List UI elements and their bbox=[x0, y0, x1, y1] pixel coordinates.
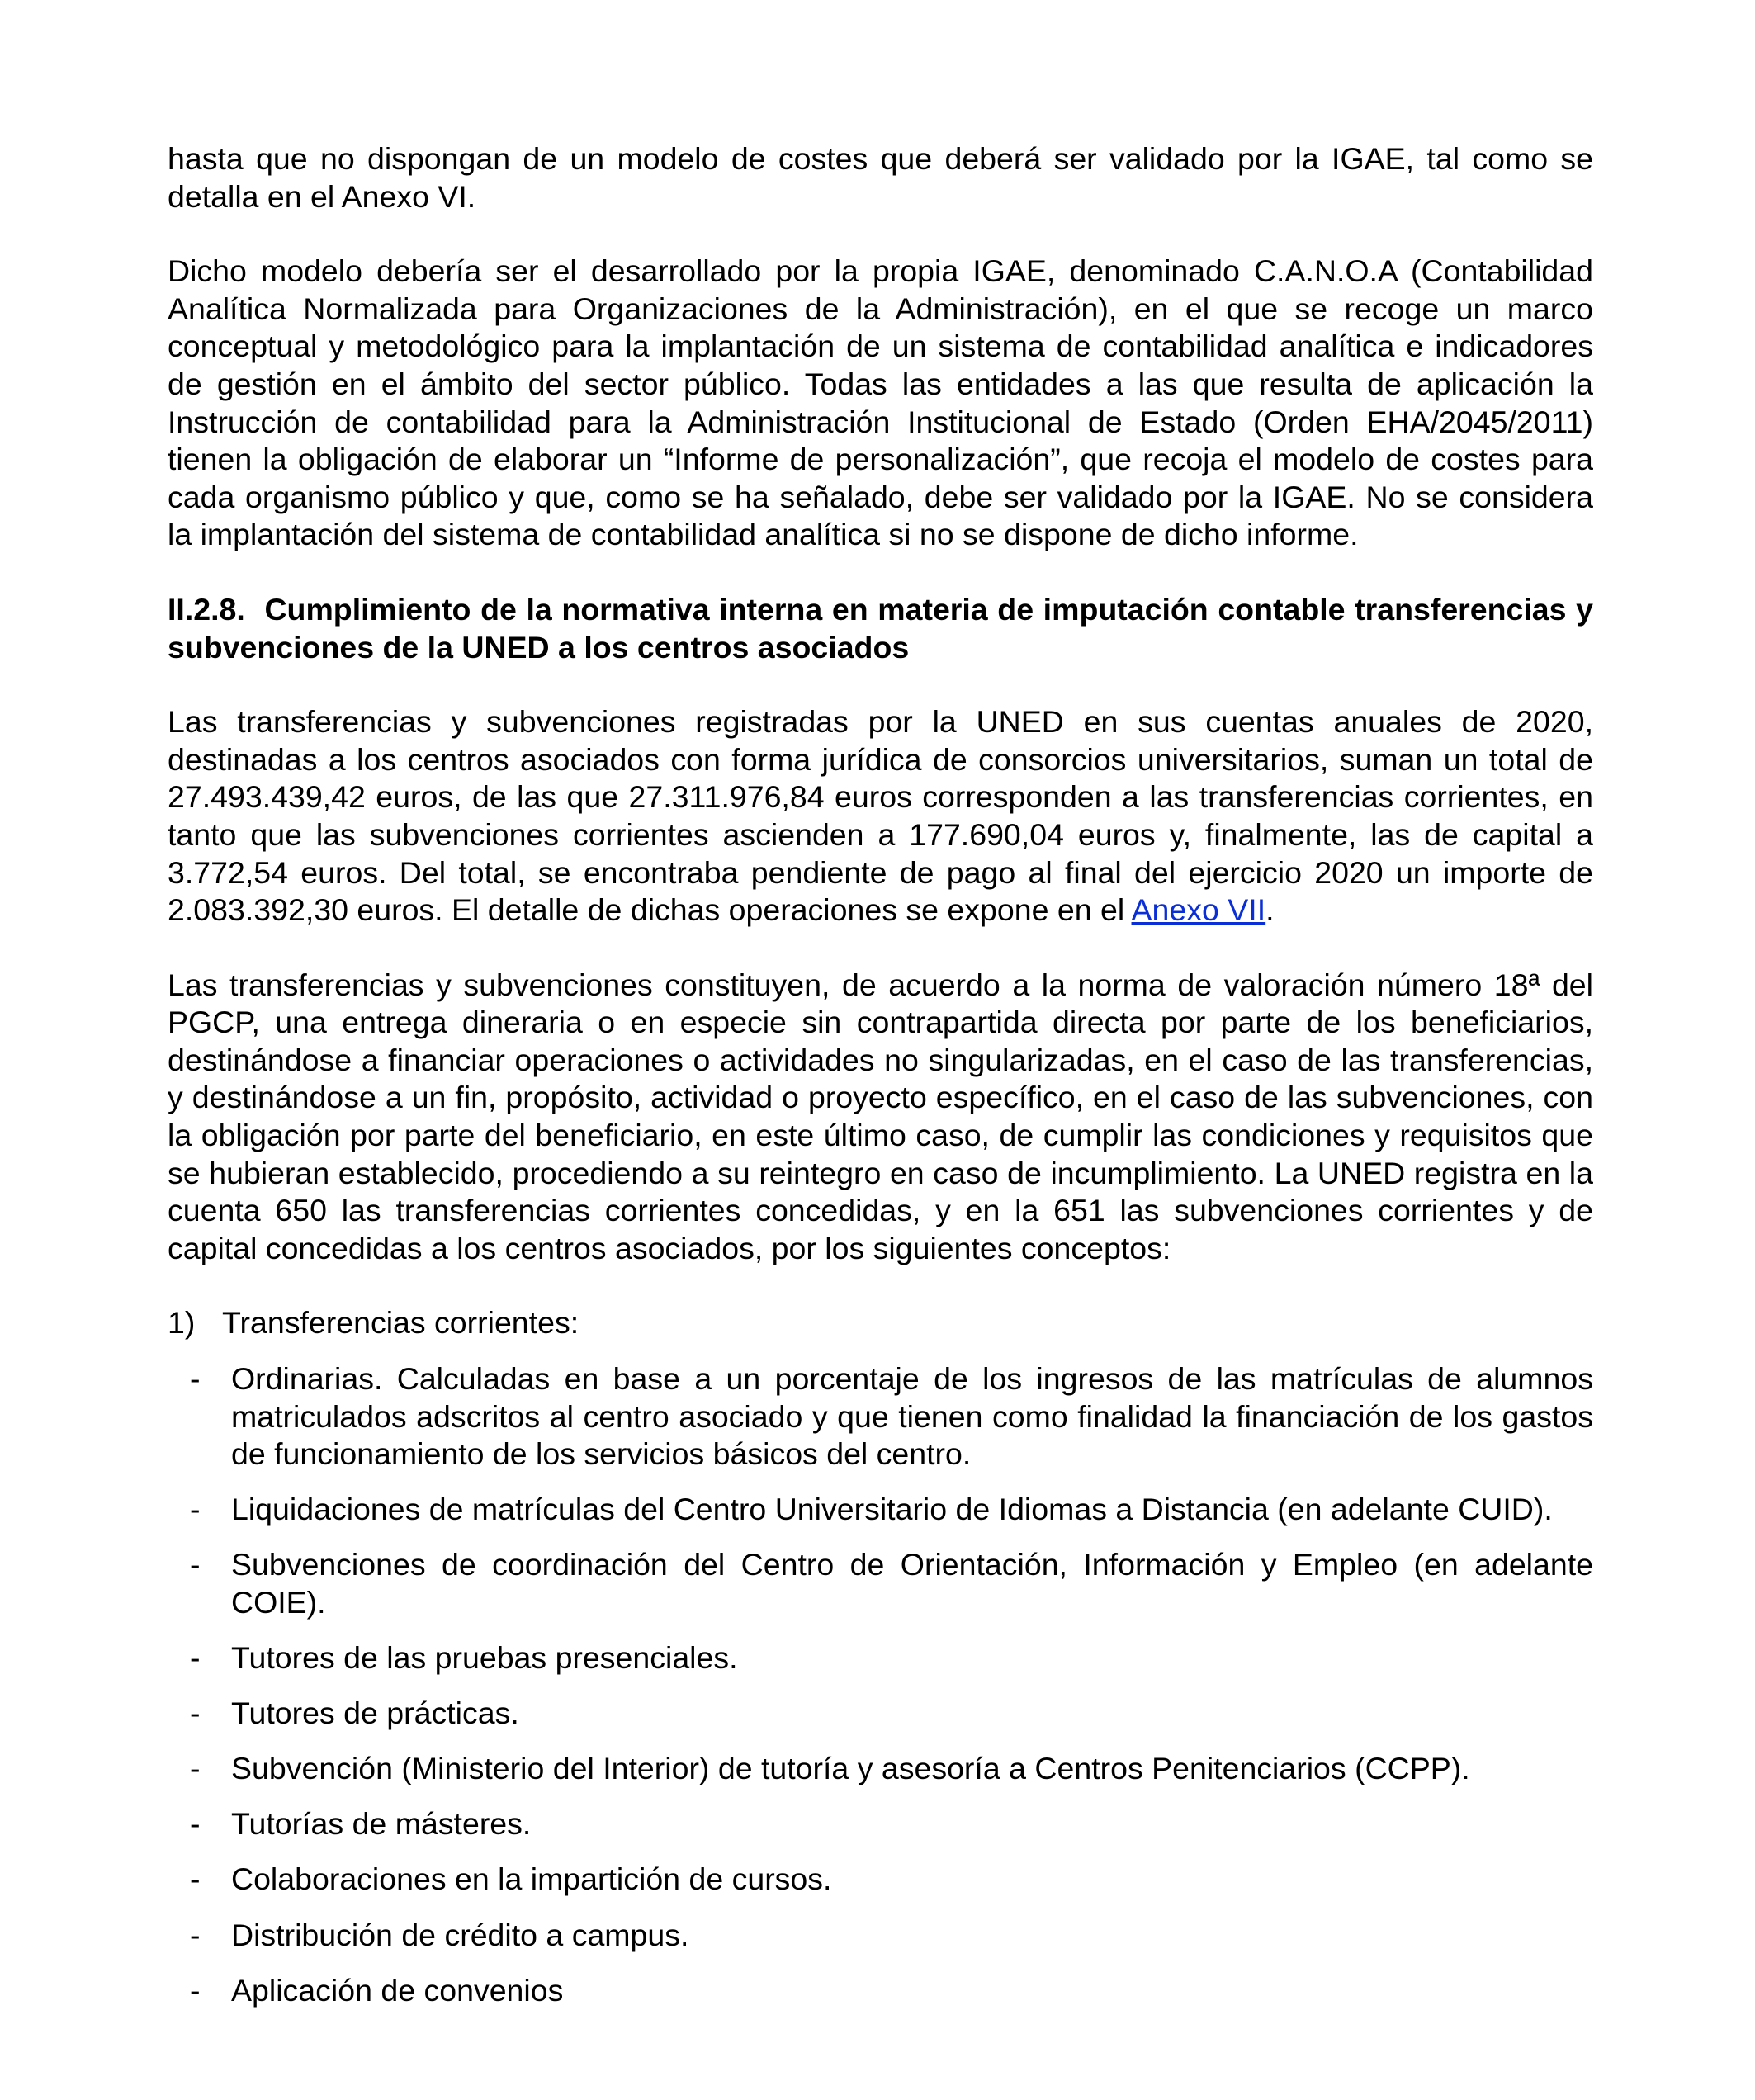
list-item-text: Colaboraciones en la impartición de cursos. bbox=[231, 1861, 832, 1897]
list-item bbox=[168, 1805, 1593, 1843]
list-item-text: Aplicación de convenios bbox=[231, 1972, 564, 2008]
list-item bbox=[168, 1360, 1593, 1473]
list-item bbox=[168, 1639, 1593, 1677]
list-heading bbox=[168, 1304, 1593, 1342]
list-item-text: Tutorías de másteres. bbox=[231, 1806, 532, 1842]
dash-bullet: - bbox=[190, 1861, 201, 1897]
list-item bbox=[168, 1750, 1593, 1788]
list-item bbox=[168, 1491, 1593, 1529]
list-item-text: Subvenciones de coordinación del Centro de Orientación, Información y Empleo (en adelante COIE). bbox=[231, 1547, 1593, 1620]
list-item bbox=[168, 1861, 1593, 1899]
list-title: Transferencias corrientes: bbox=[222, 1305, 579, 1341]
dash-bullet: - bbox=[190, 1492, 201, 1527]
list-item bbox=[168, 1546, 1593, 1621]
concept-list bbox=[168, 1360, 1593, 2009]
list-item bbox=[168, 1972, 1593, 2010]
dash-bullet: - bbox=[190, 1806, 201, 1842]
paragraph-text: Las transferencias y subvenciones registradas por la UNED en sus cuentas anuales de 2020, destinadas a los centros asociados con forma jurídica de consorcios universitarios, suman un total de 27.493.439,42 euros, de las que 27.311.976,84 euros corresponden a las transferencias corrientes, en tanto que las subvenciones corrientes ascienden a 177.690,04 euros y, finalmente, las de capital a 3.772,54 euros. Del total, se encontraba pendiente de pago al final del ejercicio 2020 un importe de 2.083.392,30 euros. El detalle de dichas operaciones se expone en el bbox=[168, 704, 1593, 928]
paragraph-canoa: Dicho modelo debería ser el desarrollado por la propia IGAE, denominado C.A.N.O.A (Contabilidad Analítica Normalizada para Organizaciones de la Administración), en el que se recoge un marco conceptual y metodológico para la implantación de un sistema de contabilidad analítica e indicadores de gestión en el ámbito del sector público. Todas las entidades a las que resulta de aplicación la Instrucción de contabilidad para la Administración Institucional de Estado (Orden EHA/2045/2011) tienen la obligación de elaborar un “Informe de personalización”, que recoja el modelo de costes para cada organismo público y que, como se ha señalado, debe ser validado por la IGAE. No se considera la implantación del sistema de contabilidad analítica si no se dispone de dicho informe. bbox=[168, 253, 1593, 552]
list-item-text: Ordinarias. Calculadas en base a un porcentaje de los ingresos de las matrículas de alumnos matriculados adscritos al centro asociado y que tienen como finalidad la financiación de los gastos de funcionamiento de los servicios básicos del centro. bbox=[231, 1361, 1593, 1472]
dash-bullet: - bbox=[190, 1696, 201, 1731]
list-item bbox=[168, 1917, 1593, 1955]
paragraph-transferencias-totales bbox=[168, 703, 1593, 929]
list-item-text: Tutores de las pruebas presenciales. bbox=[231, 1640, 738, 1676]
section-heading bbox=[168, 591, 1593, 666]
paragraph-anexo-vi: hasta que no dispongan de un modelo de costes que deberá ser validado por la IGAE, tal como se detalla en el Anexo VI. bbox=[168, 141, 1593, 214]
list-item bbox=[168, 1695, 1593, 1733]
paragraph-norma-valoracion: Las transferencias y subvenciones constituyen, de acuerdo a la norma de valoración número 18ª del PGCP, una entrega dineraria o en especie sin contrapartida directa por parte de los beneficiarios, destinándose a financiar operaciones o actividades no singularizadas, en el caso de las transferencias, y destinándose a un fin, propósito, actividad o proyecto específico, en el caso de las subvenciones, con la obligación por parte del beneficiario, en este último caso, de cumplir las condiciones y requisitos que se hubieran establecido, procediendo a su reintegro en caso de incumplimiento. La UNED registra en la cuenta 650 las transferencias corrientes concedidas, y en la 651 las subvenciones corrientes y de capital concedidas a los centros asociados, por los siguientes conceptos: bbox=[168, 967, 1593, 1265]
list-item-text: Subvención (Ministerio del Interior) de tutoría y asesoría a Centros Penitenciarios (CCPP). bbox=[231, 1751, 1470, 1786]
anexo-vii-link[interactable]: Anexo VII bbox=[1131, 892, 1266, 928]
dash-bullet: - bbox=[190, 1917, 201, 1952]
dash-bullet: - bbox=[190, 1751, 201, 1786]
paragraph-text-end: . bbox=[1265, 892, 1275, 928]
list-item-text: Liquidaciones de matrículas del Centro Universitario de Idiomas a Distancia (en adelante CUID). bbox=[231, 1492, 1553, 1527]
list-item-text: Distribución de crédito a campus. bbox=[231, 1917, 689, 1952]
dash-bullet: - bbox=[190, 1640, 201, 1676]
section-title: Cumplimiento de la normativa interna en materia de imputación contable transferencias y subvenciones de la UNED a los centros asociados bbox=[168, 591, 1594, 665]
dash-bullet: - bbox=[190, 1361, 201, 1397]
section-number: II.2.8. bbox=[168, 591, 245, 627]
dash-bullet: - bbox=[190, 1547, 201, 1582]
document-page bbox=[168, 140, 1593, 2027]
dash-bullet: - bbox=[190, 1972, 201, 2008]
list-item-text: Tutores de prácticas. bbox=[231, 1696, 519, 1731]
list-number: 1) bbox=[168, 1305, 196, 1341]
